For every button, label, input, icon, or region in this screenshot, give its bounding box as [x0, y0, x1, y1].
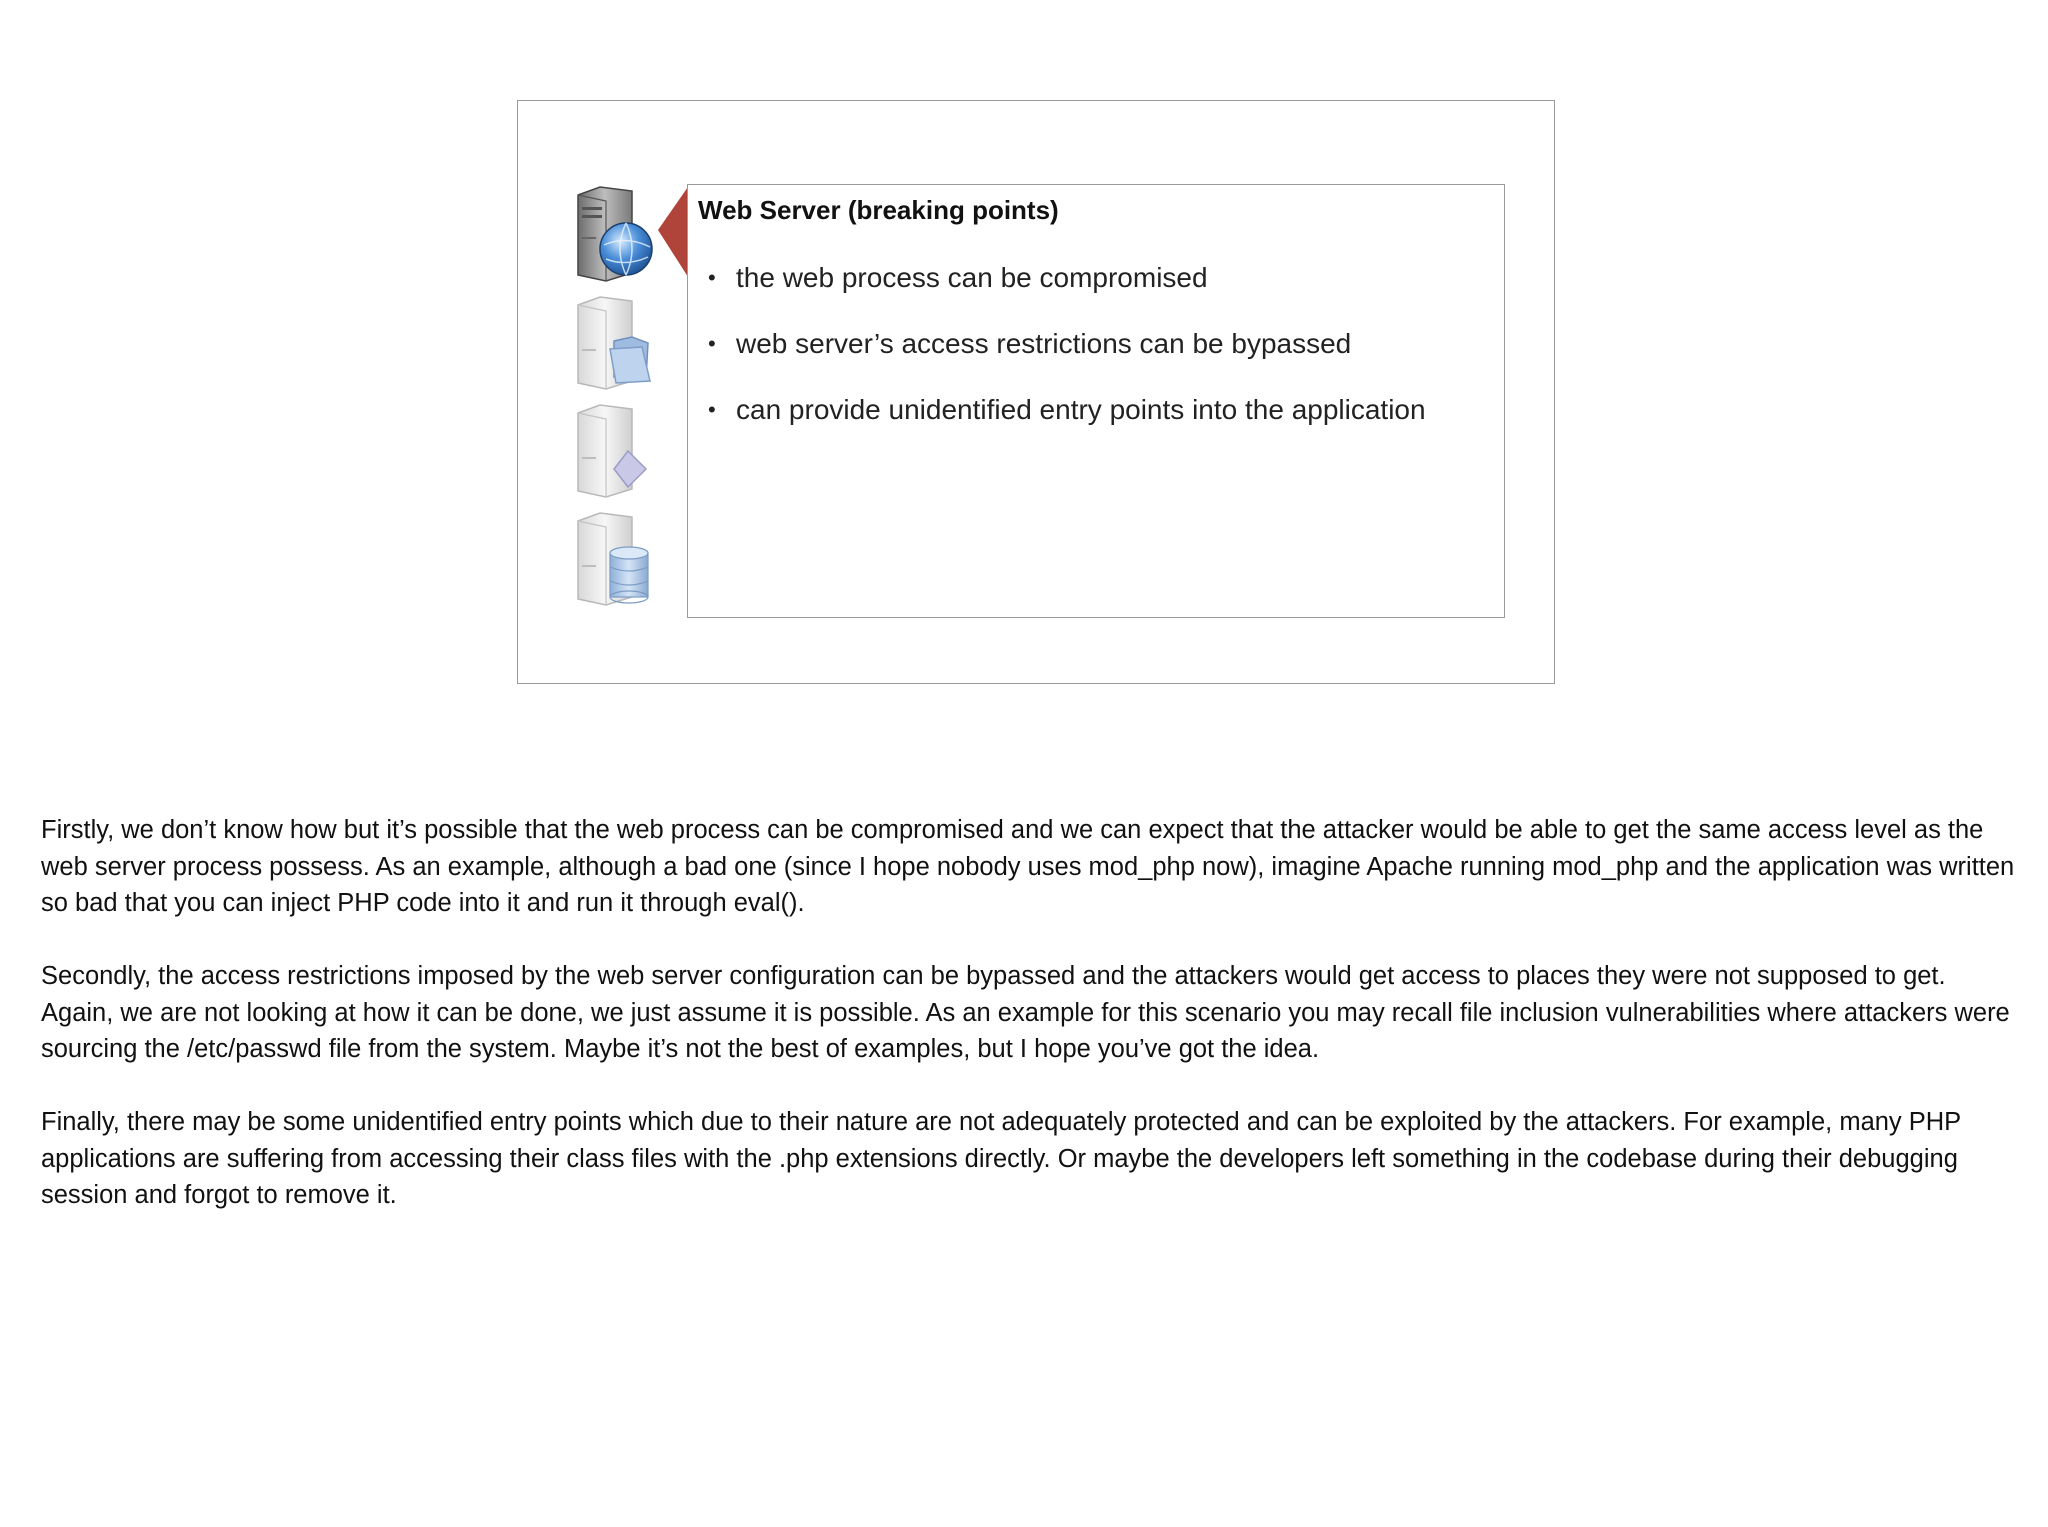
bullet-text: web server’s access restrictions can be bypassed	[736, 328, 1352, 359]
notes-paragraph: Secondly, the access restrictions imposed by the web server configuration can be bypassed and the attackers would get access to places they were not supposed to get. Again, we are not looking at how it can be done, we just assume it is possible. As an example for this scenario you may recall file inclusion vulnerabilities where attackers were sourcing the /etc/passwd file from the system. Maybe it’s not the best of examples, but I hope you’ve got the idea.	[41, 962, 2010, 1063]
callout-title: Web Server (breaking points)	[698, 195, 1059, 225]
callout-box	[687, 184, 1505, 618]
bullet-text: the web process can be compromised	[736, 262, 1208, 293]
bullet-text: can provide unidentified entry points into the application	[736, 394, 1426, 425]
speaker-notes	[41, 812, 2016, 1250]
app-server-icon	[570, 401, 654, 501]
bullet-dot-icon: •	[708, 265, 716, 290]
callout-pointer	[658, 184, 690, 280]
web-server-icon	[570, 185, 654, 285]
bullet-dot-icon: •	[708, 397, 716, 422]
bullet-dot-icon: •	[708, 331, 716, 356]
file-server-icon	[570, 293, 654, 393]
bullet-item	[708, 393, 1426, 459]
callout-bullet-list	[708, 261, 1426, 459]
database-server-icon	[570, 509, 654, 609]
notes-paragraph: Finally, there may be some unidentified entry points which due to their nature are not adequately protected and can be exploited by the attackers. For example, many PHP applications are suffering from accessing their class files with the .php extensions directly. Or maybe the developers left something in the codebase during their debugging session and forgot to remove it.	[41, 1108, 1961, 1209]
bullet-item	[708, 327, 1426, 393]
bullet-item	[708, 261, 1426, 327]
notes-paragraph: Firstly, we don’t know how but it’s possible that the web process can be compromised and we can expect that the attacker would be able to get the same access level as the web server process possess. As an example, although a bad one (since I hope nobody uses mod_php now), imagine Apache running mod_php and the application was written so bad that you can inject PHP code into it and run it through eval().	[41, 816, 2015, 917]
slide-frame	[517, 100, 1555, 684]
